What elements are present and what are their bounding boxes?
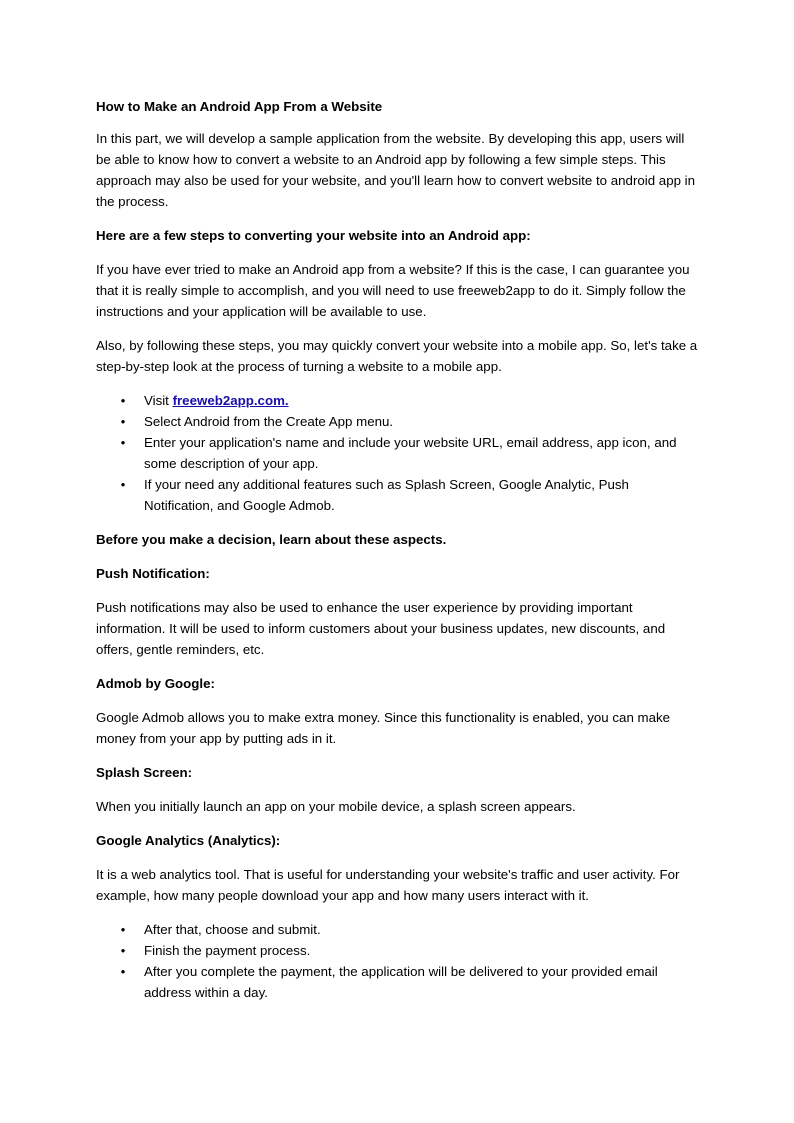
- list-item: [96, 411, 698, 432]
- final-steps-bullet-list: [96, 919, 698, 1003]
- bullet-icon: •: [120, 964, 126, 979]
- bullet-icon: •: [120, 477, 126, 492]
- list-item: [96, 432, 698, 474]
- list-item-text: Finish the payment process.: [144, 943, 311, 958]
- admob-heading: Admob by Google:: [96, 676, 215, 691]
- freeweb2app-link[interactable]: freeweb2app.com.: [172, 393, 289, 408]
- splash-screen-text: When you initially launch an app on your mobile device, a splash screen appears.: [96, 799, 576, 814]
- list-item-text: After you complete the payment, the application will be delivered to your provided email address within a day.: [144, 964, 658, 1000]
- splash-screen-heading: Splash Screen:: [96, 765, 193, 780]
- admob-text: Google Admob allows you to make extra money. Since this functionality is enabled, you can make money from your app by putting ads in it.: [96, 710, 671, 746]
- steps-paragraph-2: Also, by following these steps, you may quickly convert your website into a mobile app. So, let's take a step-by-step look at the process of turning a website to a mobile app.: [96, 338, 698, 374]
- bullet-icon: •: [120, 922, 126, 937]
- list-item-text: Enter your application's name and include your website URL, email address, app icon, and some description of your app.: [144, 435, 677, 471]
- push-notification-heading: Push Notification:: [96, 566, 210, 581]
- bullet-icon: •: [120, 393, 126, 408]
- push-notification-text: Push notifications may also be used to enhance the user experience by providing important information. It will be used to inform customers about your business updates, new discounts, and offers, gentle reminders, etc.: [96, 600, 666, 657]
- page-title: How to Make an Android App From a Website: [96, 99, 383, 114]
- list-item-text: After that, choose and submit.: [144, 922, 321, 937]
- steps-heading: Here are a few steps to converting your website into an Android app:: [96, 228, 531, 243]
- analytics-text: It is a web analytics tool. That is useful for understanding your website's traffic and user activity. For example, how many people download your app and how many users interact with it.: [96, 867, 680, 903]
- bullet-icon: •: [120, 435, 126, 450]
- intro-paragraph: In this part, we will develop a sample application from the website. By developing this app, users will be able to know how to convert a website to an Android app by following a few simple steps. This approach may also be used for your website, and you'll learn how to convert website to android app in the process.: [96, 131, 696, 209]
- aspects-heading: Before you make a decision, learn about these aspects.: [96, 532, 447, 547]
- list-item-text: Select Android from the Create App menu.: [144, 414, 394, 429]
- list-item: [96, 390, 698, 411]
- bullet-icon: •: [120, 943, 126, 958]
- bullet-icon: •: [120, 414, 126, 429]
- list-item: [96, 961, 698, 1003]
- steps-bullet-list: [96, 390, 698, 516]
- analytics-heading: Google Analytics (Analytics):: [96, 833, 281, 848]
- steps-paragraph-1: If you have ever tried to make an Android app from a website? If this is the case, I can guarantee you that it is really simple to accomplish, and you will need to use freeweb2app to do it. Simply follow the instructions and your application will be available to use.: [96, 262, 690, 319]
- visit-prefix: Visit: [144, 393, 173, 408]
- list-item: [96, 919, 698, 940]
- list-item-text: If your need any additional features such as Splash Screen, Google Analytic, Push Notification, and Google Admob.: [144, 477, 629, 513]
- list-item: [96, 474, 698, 516]
- list-item: [96, 940, 698, 961]
